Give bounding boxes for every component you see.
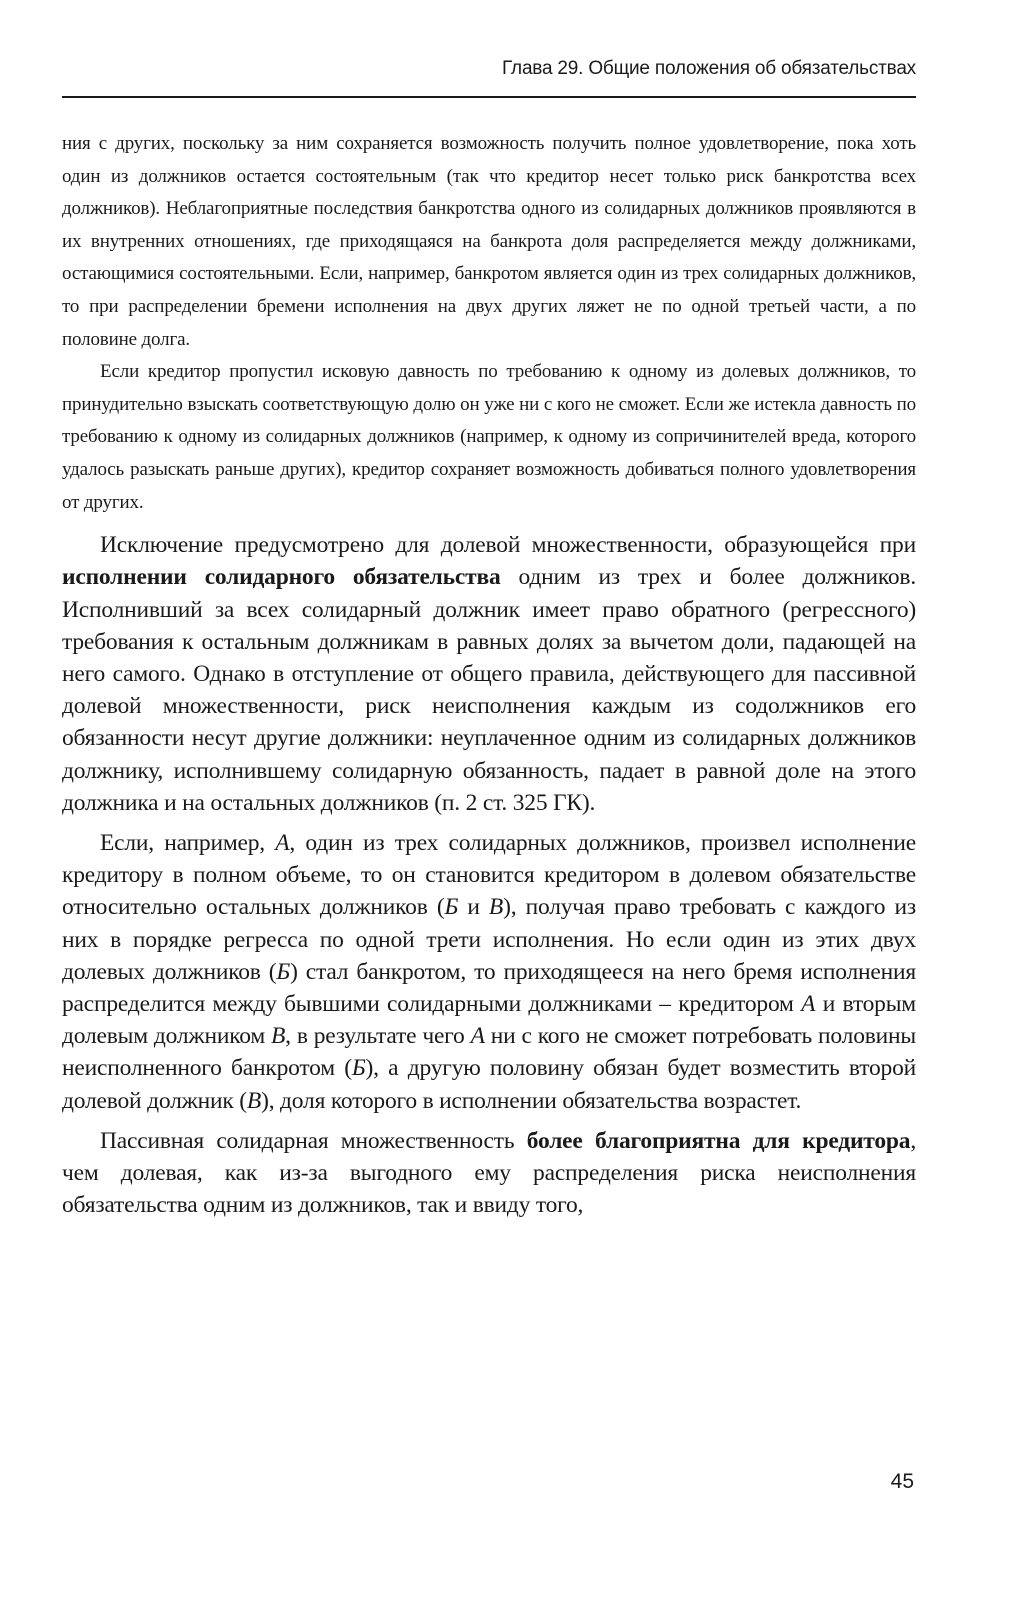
p4-letter-6: В (271, 1023, 286, 1050)
paragraph-3-bold-term: исполнении солидарного обязательства (62, 564, 501, 591)
p4-letter-3: В (488, 894, 504, 921)
main-print-block (62, 529, 916, 1221)
paragraph-1: ния с других, поскольку за ним сохраняется возможность получить полное удовлетворение, пока хоть один из должников остается состоятельным (так что кредитор несет только риск банкротства всех должников). Неблагоприятные последствия банкротства одного из солидарных должников проявляются в их внутренних отношениях, где приходящаяся на банкрота доля распределяется между должниками, остающимися состоятельными. Если, например, банкротом является один из трех солидарных должников, то при распределении бремени исполнения на двух других ляжет не по одной третьей части, а по половине долга. (62, 133, 916, 350)
p4-letter-9: В (246, 1087, 262, 1114)
paragraph-5 (62, 1125, 916, 1222)
p4-text-8: ни с кого не сможет потребовать половины неисполненного банкротом ( (62, 1023, 916, 1082)
page-body (62, 128, 916, 1221)
paragraph-5-text-after: , чем долевая, как из-за выгодного ему распределения риска неисполнения обязательства одним из должников, так и ввиду того, (62, 1127, 916, 1219)
p4-text-4: ), получая право требовать с каждого из них в порядке регресса по одной трети исполнения. Но если один из этих двух долевых должников ( (62, 894, 916, 985)
p4-text-7: , в результате чего (285, 1023, 471, 1050)
p4-letter-1: А (275, 829, 290, 856)
paragraph-5-bold-term: более благоприятна для кредитора (526, 1127, 911, 1154)
p4-text-1: Если, например, (100, 829, 276, 856)
p4-text-9: ), а другую половину обязан будет возместить второй долевой должник ( (62, 1055, 916, 1114)
p4-letter-2: Б (444, 894, 459, 921)
p4-text-2: , один из трех солидарных должников, произвел исполнение кредитору в полном объеме, то он становится кредитором в долевом обязательстве относительно остальных должников ( (62, 829, 916, 921)
p4-text-3: и (458, 894, 489, 921)
paragraph-2: Если кредитор пропустил исковую давность по требованию к одному из долевых должников, то принудительно взыскать соответствующую долю он уже ни с кого не сможет. Если же истекла давность по требованию к одному из солидарных должников (например, к одному из сопричинителей вреда, которого удалось разыскать раньше других), кредитор сохраняет возможность добиваться полного удовлетворения от других. (62, 361, 916, 513)
p4-letter-8: Б (351, 1055, 366, 1082)
running-header: Глава 29. Общие положения об обязательствах (502, 58, 916, 79)
p4-letter-4: Б (276, 958, 291, 985)
paragraph-4 (62, 827, 916, 1117)
paragraph-5-text-before: Пассивная солидарная множественность (100, 1127, 527, 1154)
paragraph-3 (62, 529, 916, 819)
p4-letter-5: А (801, 990, 816, 1017)
p4-letter-7: А (470, 1023, 485, 1050)
p4-text-5: ) стал банкротом, то приходящееся на него бремя исполнения распределится между бывшими солидарными должниками – кредитором (62, 958, 916, 1017)
header-rule (62, 96, 916, 98)
small-print-block (62, 128, 916, 519)
p4-text-6: и вторым долевым должником (62, 990, 916, 1050)
paragraph-3-text-after: одним из трех и более должников. Исполнивший за всех солидарный должник имеет право обратного (регрессного) требования к остальным должникам в равных долях за вычетом доли, падающей на него самого. Однако в отступление от общего правила, действующего для пассивной долевой множественности, риск неисполнения каждым из содолжников его обязанности несут другие должники: неуплаченное одним из солидарных должников должнику, исполнившему солидарную обязанность, падает в равной доле на этого должника и на остальных должников (п. 2 ст. 325 ГК). (62, 564, 916, 816)
p4-text-10: ), доля которого в исполнении обязательства возрастет. (261, 1087, 802, 1114)
paragraph-3-text-before: Исключение предусмотрено для долевой множественности, образующейся при (100, 532, 916, 559)
page-number: 45 (890, 1470, 914, 1493)
